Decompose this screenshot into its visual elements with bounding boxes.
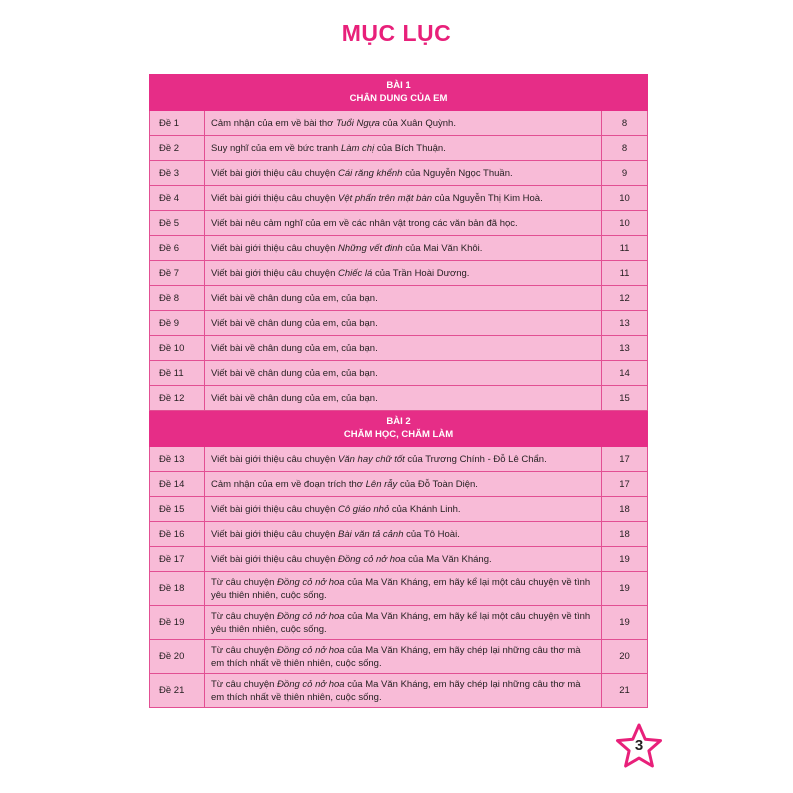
description-text: của Đỗ Toàn Diện.	[397, 478, 478, 490]
toc-row	[150, 336, 648, 361]
topic-number-label: Đề 15	[159, 503, 185, 515]
work-title: Đồng cỏ nở hoa	[277, 610, 345, 622]
topic-page	[602, 311, 648, 336]
toc-row	[150, 674, 648, 708]
topic-page	[602, 211, 648, 236]
description-text: Viết bài về chân dung của em, của bạn.	[211, 392, 378, 404]
toc-row	[150, 261, 648, 286]
description-text: của Nguyễn Thị Kim Hoà.	[432, 192, 543, 204]
description-text: Viết bài giới thiệu câu chuyện	[211, 267, 338, 279]
page-ref: 17	[619, 478, 630, 490]
description-text: Viết bài giới thiệu câu chuyện	[211, 192, 338, 204]
toc-row	[150, 361, 648, 386]
page-ref: 21	[619, 685, 630, 696]
topic-number-label: Đề 8	[159, 292, 180, 304]
page-ref: 10	[619, 217, 630, 229]
page-ref: 20	[619, 651, 630, 662]
work-title: Bài văn tả cảnh	[338, 528, 404, 540]
topic-description	[205, 186, 602, 211]
topic-number-label: Đề 10	[159, 342, 185, 354]
topic-description	[205, 447, 602, 472]
description-text: của Ma Văn Kháng, em hãy chép lại những câu thơ mà em thích nhất về thiên nhiên, cuộc sống.	[211, 678, 581, 703]
description-text: của Ma Văn Kháng, em hãy chép lại những câu thơ mà em thích nhất về thiên nhiên, cuộc sống.	[211, 644, 581, 669]
topic-number	[150, 386, 205, 411]
topic-page	[602, 472, 648, 497]
work-title: Cô giáo nhỏ	[338, 503, 390, 515]
topic-page	[602, 447, 648, 472]
topic-number-label: Đề 19	[159, 617, 185, 628]
topic-description	[205, 547, 602, 572]
topic-number	[150, 136, 205, 161]
page-ref: 9	[621, 167, 628, 179]
description-text: Cảm nhận của em về đoạn trích thơ	[211, 478, 366, 490]
topic-number-label: Đề 5	[159, 217, 180, 229]
topic-number	[150, 640, 205, 674]
topic-description	[205, 522, 602, 547]
topic-number	[150, 311, 205, 336]
topic-page	[602, 236, 648, 261]
page-ref: 14	[619, 367, 630, 379]
work-title: Đồng cỏ nở hoa	[277, 644, 345, 656]
work-title: Chiếc lá	[338, 267, 373, 279]
topic-number	[150, 606, 205, 640]
work-title: Vệt phấn trên mặt bàn	[338, 192, 433, 204]
page-ref: 19	[619, 583, 630, 594]
description-text: Suy nghĩ của em về bức tranh	[211, 142, 341, 154]
page-ref: 15	[619, 392, 630, 404]
description-text: Viết bài về chân dung của em, của bạn.	[211, 292, 378, 304]
page-ref: 18	[619, 503, 630, 515]
toc-row	[150, 211, 648, 236]
description-text: Viết bài về chân dung của em, của bạn.	[211, 342, 378, 354]
toc-row	[150, 472, 648, 497]
topic-number-label: Đề 11	[159, 367, 184, 379]
work-title: Làm chị	[340, 142, 375, 154]
topic-description	[205, 361, 602, 386]
work-title: Lên rẫy	[365, 478, 398, 490]
page-title: MỤC LỤC	[341, 20, 452, 46]
toc-row	[150, 447, 648, 472]
description-text: Viết bài giới thiệu câu chuyện	[211, 528, 338, 540]
toc-row	[150, 311, 648, 336]
topic-page	[602, 674, 648, 708]
topic-description	[205, 640, 602, 674]
topic-description	[205, 311, 602, 336]
toc-row	[150, 497, 648, 522]
description-text: của Mai Văn Khôi.	[402, 242, 483, 254]
description-text: Từ câu chuyện	[211, 644, 278, 656]
description-text: của Khánh Linh.	[389, 503, 461, 515]
topic-description	[205, 606, 602, 640]
topic-number	[150, 211, 205, 236]
topic-number-label: Đề 16	[159, 528, 185, 540]
topic-page	[602, 361, 648, 386]
topic-number	[150, 161, 205, 186]
topic-page	[602, 606, 648, 640]
page-ref: 8	[621, 117, 628, 129]
description-text: Từ câu chuyện	[211, 576, 278, 588]
description-text: Viết bài giới thiệu câu chuyện	[211, 453, 338, 465]
topic-number-label: Đề 6	[159, 242, 180, 254]
page-ref: 19	[619, 617, 630, 628]
topic-page	[602, 386, 648, 411]
topic-description	[205, 572, 602, 606]
topic-number-label: Đề 1	[159, 117, 180, 129]
work-title: Những vết đinh	[338, 242, 403, 254]
lesson-header-row	[150, 411, 648, 447]
toc-row	[150, 136, 648, 161]
toc-row	[150, 286, 648, 311]
topic-description	[205, 497, 602, 522]
lesson-header	[150, 411, 648, 447]
description-text: Viết bài về chân dung của em, của bạn.	[211, 367, 378, 379]
description-text: của Tô Hoài.	[403, 528, 460, 540]
description-text: Từ câu chuyện	[211, 610, 278, 622]
topic-description	[205, 286, 602, 311]
topic-number-label: Đề 20	[159, 651, 185, 662]
description-text: của Ma Văn Kháng, em hãy kể lại một câu chuyện về tình yêu thiên nhiên, cuộc sống.	[211, 576, 591, 601]
topic-number	[150, 336, 205, 361]
lesson-header	[150, 75, 648, 111]
topic-page	[602, 522, 648, 547]
work-title: Đồng cỏ nở hoa	[277, 576, 345, 588]
page-ref: 13	[619, 317, 630, 329]
topic-number	[150, 261, 205, 286]
description-text: của Trương Chính - Đỗ Lê Chẩn.	[404, 453, 547, 465]
topic-page	[602, 336, 648, 361]
topic-number	[150, 572, 205, 606]
description-text: Từ câu chuyện	[211, 678, 278, 690]
topic-number	[150, 286, 205, 311]
topic-number	[150, 236, 205, 261]
description-text: của Nguyễn Ngọc Thuần.	[402, 167, 513, 179]
lesson-header-row	[150, 75, 648, 111]
topic-number	[150, 497, 205, 522]
page-ref: 17	[619, 453, 630, 465]
work-title: Cái răng khểnh	[338, 167, 403, 179]
topic-page	[602, 497, 648, 522]
topic-page	[602, 572, 648, 606]
page-number: 3	[634, 737, 644, 754]
description-text: Cảm nhận của em về bài thơ	[211, 117, 337, 129]
toc-row	[150, 522, 648, 547]
topic-number-label: Đề 3	[159, 167, 180, 179]
description-text: của Trần Hoài Dương.	[372, 267, 470, 279]
work-title: Đồng cỏ nở hoa	[338, 553, 406, 565]
description-text: Viết bài về chân dung của em, của bạn.	[211, 317, 378, 329]
lesson-title: CHĂM HỌC, CHĂM LÀM	[343, 428, 454, 440]
description-text: Viết bài giới thiệu câu chuyện	[211, 553, 338, 565]
description-text: của Xuân Quỳnh.	[379, 117, 456, 129]
topic-number	[150, 674, 205, 708]
topic-page	[602, 547, 648, 572]
toc-row	[150, 161, 648, 186]
topic-description	[205, 336, 602, 361]
toc-row	[150, 547, 648, 572]
topic-page	[602, 161, 648, 186]
work-title: Văn hay chữ tốt	[338, 453, 405, 465]
topic-page	[602, 261, 648, 286]
lesson-number: BÀI 1	[386, 80, 411, 91]
topic-description	[205, 472, 602, 497]
toc-row	[150, 640, 648, 674]
topic-description	[205, 211, 602, 236]
description-text: Viết bài giới thiệu câu chuyện	[211, 242, 338, 254]
toc-row	[150, 111, 648, 136]
work-title: Đồng cỏ nở hoa	[277, 678, 345, 690]
topic-description	[205, 236, 602, 261]
topic-number	[150, 111, 205, 136]
topic-page	[602, 186, 648, 211]
page-ref: 18	[619, 528, 630, 540]
page-ref: 19	[619, 553, 630, 565]
page-ref: 10	[619, 192, 630, 204]
toc-row	[150, 186, 648, 211]
topic-page	[602, 640, 648, 674]
topic-page	[602, 111, 648, 136]
topic-description	[205, 674, 602, 708]
topic-number	[150, 547, 205, 572]
page-ref: 12	[619, 292, 630, 304]
page-ref: 11	[619, 242, 630, 254]
description-text: Viết bài giới thiệu câu chuyện	[211, 167, 338, 179]
description-text: Viết bài nêu cảm nghĩ của em về các nhân vật trong các văn bản đã học.	[211, 217, 518, 229]
topic-description	[205, 261, 602, 286]
description-text: Viết bài giới thiệu câu chuyện	[211, 503, 338, 515]
topic-number-label: Đề 4	[159, 192, 180, 204]
topic-page	[602, 136, 648, 161]
topic-number-label: Đề 13	[159, 453, 185, 465]
topic-number	[150, 361, 205, 386]
topic-number-label: Đề 21	[159, 685, 185, 696]
topic-number-label: Đề 18	[159, 583, 185, 594]
lesson-number: BÀI 2	[386, 416, 411, 427]
topic-number	[150, 522, 205, 547]
lesson-title: CHÂN DUNG CỦA EM	[349, 92, 448, 104]
description-text: của Ma Văn Kháng.	[405, 553, 492, 565]
page-number-badge	[613, 721, 665, 773]
topic-number	[150, 472, 205, 497]
topic-description	[205, 136, 602, 161]
page-ref: 11	[619, 267, 630, 279]
work-title: Tuổi Ngựa	[336, 117, 380, 129]
topic-number	[150, 186, 205, 211]
page-ref: 13	[619, 342, 630, 354]
description-text: của Bích Thuận.	[374, 142, 446, 154]
topic-description	[205, 386, 602, 411]
topic-number-label: Đề 14	[159, 478, 185, 490]
topic-description	[205, 161, 602, 186]
toc-row	[150, 572, 648, 606]
topic-page	[602, 286, 648, 311]
toc-row	[150, 236, 648, 261]
page-ref: 8	[621, 142, 628, 154]
topic-number-label: Đề 2	[159, 142, 180, 154]
description-text: của Ma Văn Kháng, em hãy kể lại một câu chuyện về tình yêu thiên nhiên, cuộc sống.	[211, 610, 591, 635]
toc-row	[150, 386, 648, 411]
topic-description	[205, 111, 602, 136]
topic-number-label: Đề 7	[159, 267, 180, 279]
toc-row	[150, 606, 648, 640]
table-of-contents	[149, 74, 648, 708]
topic-number	[150, 447, 205, 472]
topic-number-label: Đề 17	[159, 553, 185, 565]
topic-number-label: Đề 9	[159, 317, 180, 329]
topic-number-label: Đề 12	[159, 392, 185, 404]
